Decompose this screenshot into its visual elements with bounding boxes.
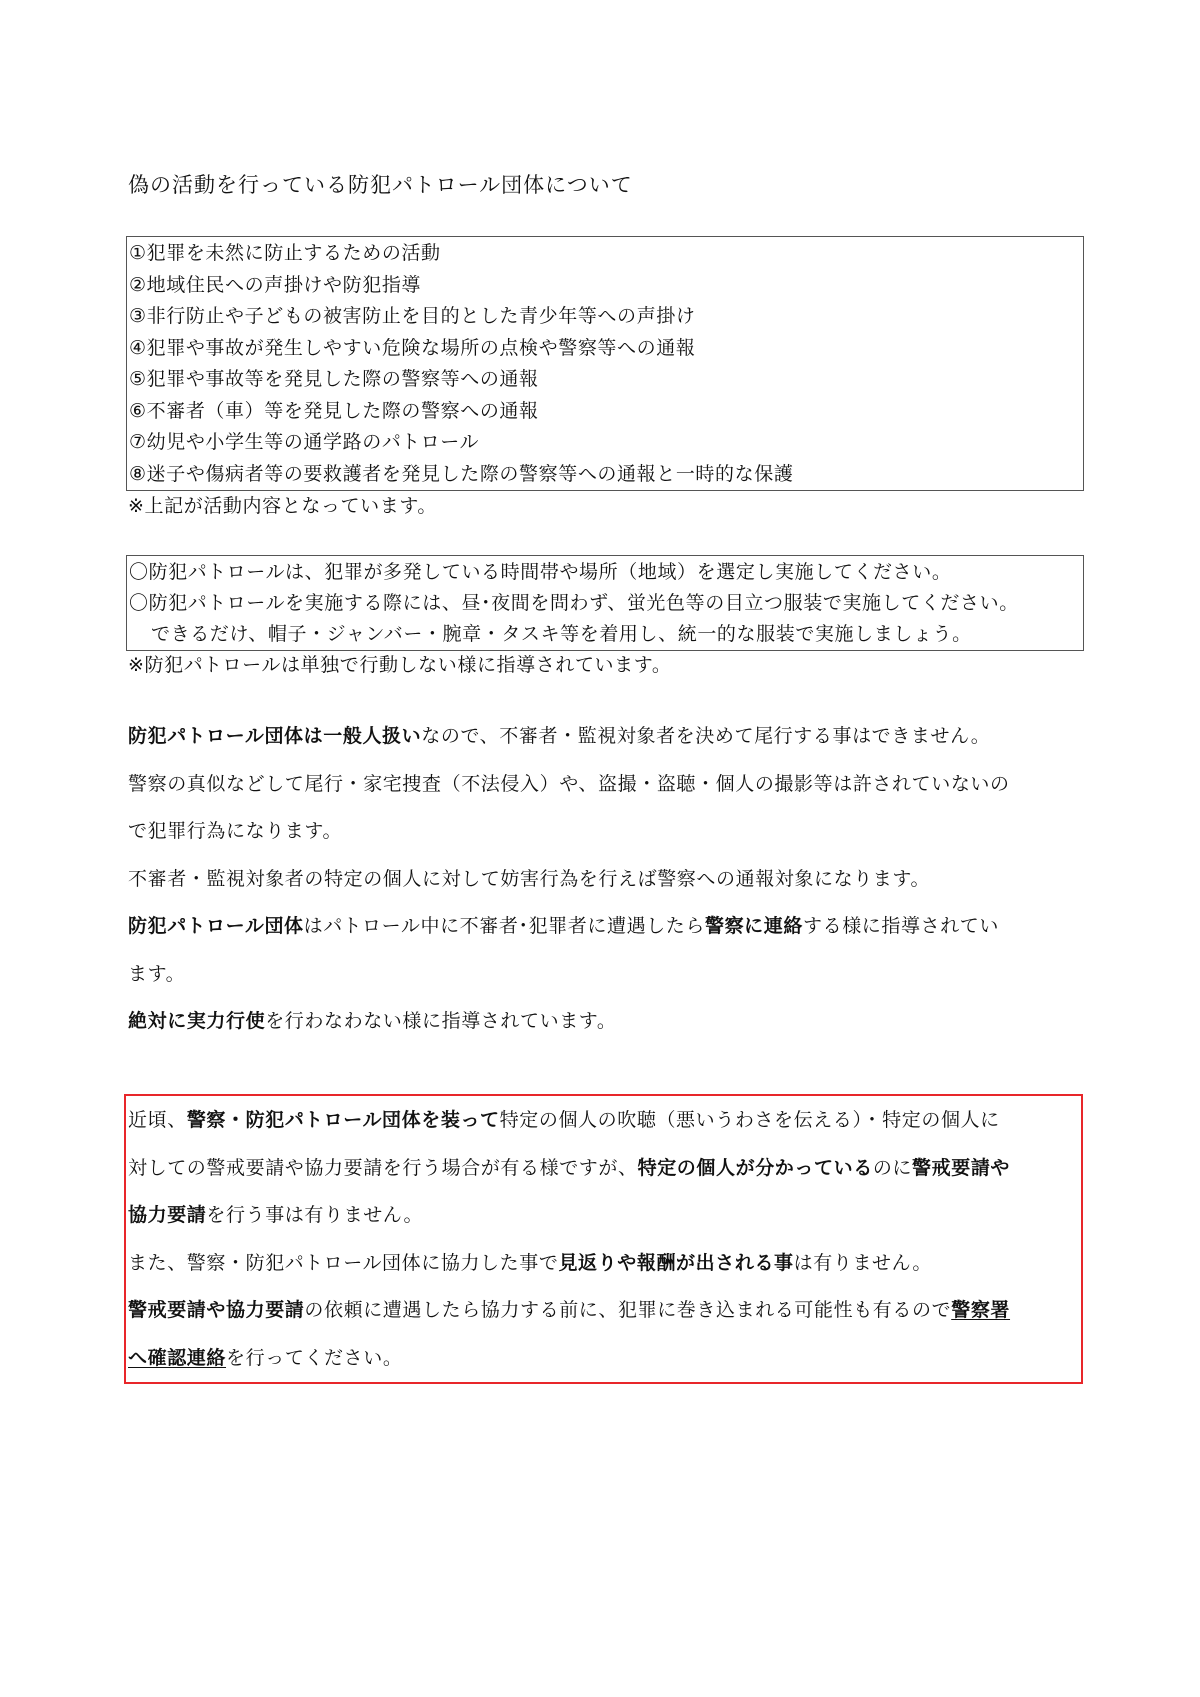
- activity-item: ②地域住民への声掛けや防犯指導: [129, 273, 422, 296]
- body-span: 近頃、: [128, 1109, 187, 1131]
- patrol-rule: 〇防犯パトロールを実施する際には、昼･夜間を問わず、蛍光色等の目立つ服装で実施してください。: [129, 592, 1019, 614]
- body-paragraph-4-line-2: ます。: [128, 962, 186, 985]
- emphasis: 特定の個人が分かっている: [637, 1156, 873, 1179]
- patrol-rule: できるだけ、帽子・ジャンバー・腕章・タスキ等を着用し、統一的な服装で実施しましょう。: [151, 623, 972, 645]
- body-span: のに: [872, 1156, 913, 1179]
- body-text: [128, 713, 1088, 1046]
- body-span: は有りません。: [793, 1251, 932, 1274]
- warning-line-5: [128, 1287, 1088, 1335]
- body-span: を行う事は有りません。: [206, 1204, 424, 1226]
- patrol-note: ※防犯パトロールは単独で行動しない様に指導されています。: [128, 654, 672, 676]
- emphasis: 警戒要請や協力要請: [128, 1299, 305, 1321]
- body-paragraph-5: [128, 998, 1088, 1046]
- body-span: を行わなわない様に指導されています。: [265, 1010, 617, 1032]
- body-paragraph-1: [128, 713, 1088, 761]
- patrol-rules-box: [126, 555, 1084, 651]
- patrol-rule: 〇防犯パトロールは、犯罪が多発している時間帯や場所（地域）を選定し実施してください。: [129, 561, 952, 583]
- activities-box: [126, 236, 1084, 491]
- body-span: の依頼に遭遇したら協力する前に、犯罪に巻き込まれる可能性も有るので: [304, 1299, 952, 1321]
- emphasis: 警察・防犯パトロール団体を装って: [186, 1109, 500, 1131]
- body-span: なので、不審者・監視対象者を決めて尾行する事はできません。: [421, 725, 991, 747]
- body-paragraph-2-line-2: で犯罪行為になります。: [128, 820, 343, 842]
- emphasis: 警戒要請や: [912, 1156, 1011, 1179]
- activities-note: ※上記が活動内容となっています。: [128, 495, 438, 517]
- activity-item: ①犯罪を未然に防止するための活動: [129, 242, 441, 264]
- emphasis: 警察に連絡: [704, 915, 803, 937]
- warning-line-1: [128, 1097, 1088, 1145]
- body-span: はパトロール中に不審者･犯罪者に遭遇したら: [303, 915, 705, 937]
- body-span: 対しての警戒要請や協力要請を行う場合が有る様ですが、: [128, 1156, 638, 1179]
- body-span: 特定の個人の吹聴（悪いうわさを伝える）・特定の個人に: [499, 1109, 1000, 1131]
- activity-item: ⑦幼児や小学生等の通学路のパトロール: [129, 431, 480, 453]
- page-title: 偽の活動を行っている防犯パトロール団体について: [128, 173, 633, 197]
- warning-text: [128, 1097, 1088, 1382]
- body-paragraph-2-line-1: 警察の真似などして尾行・家宅捜査（不法侵入）や、盗撮・盗聴・個人の撮影等は許されていないの: [128, 772, 1010, 795]
- emphasis: 絶対に実力行使: [128, 1010, 266, 1032]
- activity-item: ③非行防止や子どもの被害防止を目的とした青少年等への声掛け: [129, 305, 696, 327]
- body-paragraph-3: 不審者・監視対象者の特定の個人に対して妨害行為を行えば警察への通報対象になります。: [128, 867, 931, 890]
- warning-line-2: [128, 1145, 1088, 1193]
- body-span: する様に指導されてい: [803, 915, 1000, 937]
- warning-line-3: [128, 1192, 1088, 1240]
- emphasis: 協力要請: [128, 1204, 207, 1226]
- body-span: また、警察・防犯パトロール団体に協力した事で: [128, 1251, 559, 1274]
- underlined-emphasis: 警察署: [951, 1299, 1011, 1321]
- activity-item: ④犯罪や事故が発生しやすい危険な場所の点検や警察等への通報: [129, 336, 696, 359]
- underlined-emphasis: へ確認連絡: [128, 1346, 227, 1369]
- emphasis: 防犯パトロール団体: [128, 915, 304, 937]
- warning-line-6: [128, 1335, 1088, 1383]
- activity-item: ⑤犯罪や事故等を発見した際の警察等への通報: [129, 368, 539, 390]
- emphasis: 防犯パトロール団体は一般人扱い: [128, 725, 422, 747]
- body-paragraph-4-line-1: [128, 903, 1088, 951]
- body-span: を行ってください。: [226, 1346, 403, 1369]
- activity-item: ⑥不審者（車）等を発見した際の警察への通報: [129, 399, 539, 422]
- emphasis: 見返りや報酬が出される事: [558, 1251, 794, 1274]
- warning-line-4: [128, 1240, 1088, 1288]
- activity-item: ⑧迷子や傷病者等の要救護者を発見した際の警察等への通報と一時的な保護: [129, 462, 794, 485]
